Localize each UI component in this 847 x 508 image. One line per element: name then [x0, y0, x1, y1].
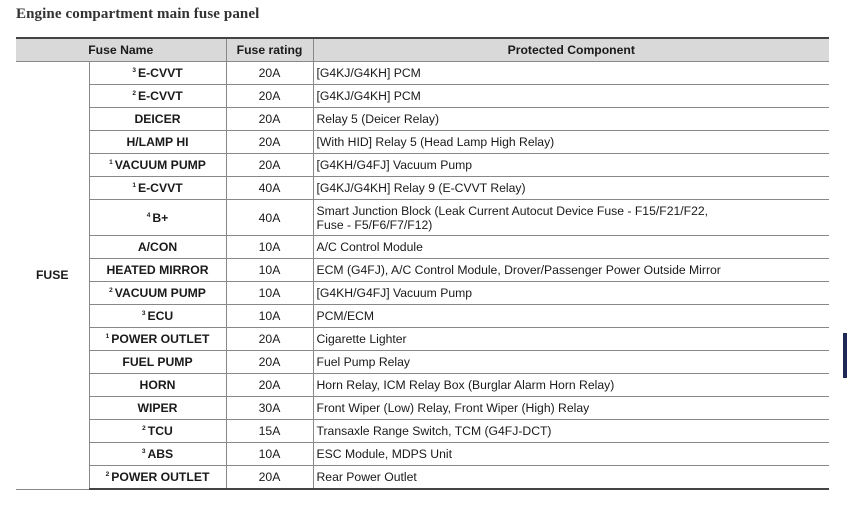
fuse-name-label: ABS: [147, 447, 174, 461]
protected-component-text: Cigarette Lighter: [316, 332, 407, 346]
fuse-rating-cell: 20A: [226, 108, 313, 131]
fuse-rating-cell: 20A: [226, 466, 313, 490]
fuse-name-cell: [89, 397, 226, 420]
footnote-marker: 1: [109, 159, 113, 166]
fuse-name-label: POWER OUTLET: [111, 332, 210, 346]
protected-component-cell: [313, 259, 829, 282]
fuse-table: [16, 37, 829, 490]
fuse-name-label: FUEL PUMP: [122, 355, 193, 369]
table-header-row: [16, 38, 829, 62]
protected-component-cell: [313, 236, 829, 259]
header-fuse-name: Fuse Name: [16, 38, 226, 62]
table-row: [16, 131, 829, 154]
table-row: [16, 397, 829, 420]
protected-component-cell: [313, 397, 829, 420]
fuse-name-label: A/CON: [137, 240, 178, 254]
fuse-name-cell: [89, 305, 226, 328]
fuse-name-cell: [89, 131, 226, 154]
protected-component-text: [G4KJ/G4KH] Relay 9 (E-CVVT Relay): [316, 181, 526, 195]
fuse-name-cell: [89, 62, 226, 85]
protected-component-cell: [313, 154, 829, 177]
protected-component-text: PCM/ECM: [316, 309, 375, 323]
protected-component-cell: [313, 85, 829, 108]
fuse-name-label: POWER OUTLET: [111, 470, 210, 484]
protected-component-text: [With HID] Relay 5 (Head Lamp High Relay): [316, 135, 555, 149]
fuse-name-cell: [89, 236, 226, 259]
fuse-name-cell: [89, 374, 226, 397]
protected-component-cell: [313, 305, 829, 328]
protected-component-text: [G4KH/G4FJ] Vacuum Pump: [316, 286, 473, 300]
protected-component-cell: [313, 282, 829, 305]
footnote-marker: 1: [132, 182, 136, 189]
protected-component-cell: [313, 420, 829, 443]
fuse-rating-cell: 20A: [226, 374, 313, 397]
protected-component-text: Relay 5 (Deicer Relay): [316, 112, 440, 126]
protected-component-cell: [313, 177, 829, 200]
table-row: [16, 443, 829, 466]
header-fuse-rating: Fuse rating: [226, 38, 313, 62]
protected-component-cell: [313, 443, 829, 466]
fuse-rating-cell: 10A: [226, 282, 313, 305]
category-cell: FUSE: [16, 62, 89, 490]
table-row: [16, 236, 829, 259]
footnote-marker: 2: [105, 471, 110, 478]
footnote-marker: 2: [109, 287, 113, 294]
protected-component-text: Rear Power Outlet: [316, 470, 417, 484]
fuse-rating-cell: 10A: [226, 443, 313, 466]
protected-component-text: Horn Relay, ICM Relay Box (Burglar Alarm Horn Relay): [316, 378, 615, 392]
protected-component-text: ESC Module, MDPS Unit: [316, 447, 452, 461]
fuse-name-label: DEICER: [134, 112, 181, 126]
fuse-name-cell: [89, 282, 226, 305]
protected-component-text: [G4KH/G4FJ] Vacuum Pump: [316, 158, 473, 172]
table-row: [16, 200, 829, 236]
fuse-name-cell: [89, 443, 226, 466]
footnote-marker: 3: [132, 67, 136, 74]
fuse-name-label: H/LAMP HI: [126, 135, 189, 149]
fuse-name-cell: [89, 328, 226, 351]
table-row: [16, 328, 829, 351]
fuse-name-label: ECU: [147, 309, 174, 323]
protected-component-text: ECM (G4FJ), A/C Control Module, Drover/Passenger Power Outside Mirror: [316, 263, 721, 277]
protected-component-text: Smart Junction Block (Leak Current Autocut Device Fuse - F15/F21/F22,: [316, 203, 709, 218]
fuse-name-label: HEATED MIRROR: [106, 263, 209, 277]
fuse-name-cell: [89, 177, 226, 200]
fuse-name-label: VACUUM PUMP: [114, 158, 206, 172]
protected-component-text: A/C Control Module: [316, 240, 423, 254]
page-title: Engine compartment main fuse panel: [16, 6, 260, 22]
fuse-name-cell: [89, 154, 226, 177]
fuse-rating-cell: 20A: [226, 328, 313, 351]
fuse-name-label: E-CVVT: [137, 66, 183, 80]
fuse-name-label: TCU: [147, 424, 173, 438]
table-row: [16, 420, 829, 443]
fuse-rating-cell: 15A: [226, 420, 313, 443]
footnote-marker: 4: [146, 211, 151, 219]
fuse-name-label: E-CVVT: [137, 89, 183, 103]
protected-component-text: Fuel Pump Relay: [316, 355, 410, 369]
table-row: [16, 177, 829, 200]
footnote-marker: 1: [105, 333, 110, 340]
table-row: [16, 374, 829, 397]
fuse-rating-cell: 10A: [226, 236, 313, 259]
table-row: [16, 305, 829, 328]
fuse-name-label: HORN: [139, 378, 176, 392]
fuse-name-label: B+: [152, 210, 169, 225]
protected-component-text: [G4KJ/G4KH] PCM: [316, 66, 421, 80]
fuse-rating-cell: 20A: [226, 154, 313, 177]
fuse-rating-cell: 20A: [226, 62, 313, 85]
protected-component-text: Front Wiper (Low) Relay, Front Wiper (High) Relay: [316, 401, 590, 415]
fuse-name-cell: [89, 85, 226, 108]
protected-component-cell: [313, 200, 829, 236]
fuse-name-label: VACUUM PUMP: [114, 286, 206, 300]
protected-component-text: [G4KJ/G4KH] PCM: [316, 89, 421, 103]
table-row: [16, 282, 829, 305]
footnote-marker: 3: [141, 448, 146, 455]
protected-component-cell: [313, 108, 829, 131]
fuse-rating-cell: 40A: [226, 177, 313, 200]
fuse-name-cell: [89, 420, 226, 443]
protected-component-cell: [313, 351, 829, 374]
protected-component-cell: [313, 374, 829, 397]
fuse-name-cell: [89, 351, 226, 374]
table-row: [16, 85, 829, 108]
protected-component-cell: [313, 131, 829, 154]
fuse-name-label: E-CVVT: [137, 181, 183, 195]
protected-component-text: Transaxle Range Switch, TCM (G4FJ-DCT): [316, 424, 552, 438]
fuse-rating-cell: 20A: [226, 131, 313, 154]
fuse-name-cell: [89, 466, 226, 490]
footnote-marker: 2: [142, 425, 146, 432]
table-body: [16, 62, 829, 490]
footnote-marker: 2: [132, 90, 136, 97]
footnote-marker: 3: [141, 310, 146, 317]
header-protected-component: Protected Component: [313, 38, 829, 62]
page-edge-tab: [843, 333, 847, 378]
table-row: [16, 108, 829, 131]
fuse-rating-cell: 40A: [226, 200, 313, 236]
table-row: [16, 351, 829, 374]
protected-component-text-line2: Fuse - F5/F6/F7/F12): [316, 217, 433, 232]
fuse-rating-cell: 30A: [226, 397, 313, 420]
fuse-name-cell: [89, 259, 226, 282]
protected-component-cell: [313, 62, 829, 85]
table-row: [16, 466, 829, 490]
fuse-name-label: WIPER: [137, 401, 178, 415]
table-row: [16, 259, 829, 282]
table-row: [16, 154, 829, 177]
fuse-rating-cell: 10A: [226, 305, 313, 328]
table-row: [16, 62, 829, 85]
fuse-rating-cell: 20A: [226, 351, 313, 374]
fuse-name-cell: [89, 200, 226, 236]
protected-component-cell: [313, 466, 829, 490]
fuse-rating-cell: 10A: [226, 259, 313, 282]
protected-component-cell: [313, 328, 829, 351]
fuse-rating-cell: 20A: [226, 85, 313, 108]
fuse-name-cell: [89, 108, 226, 131]
